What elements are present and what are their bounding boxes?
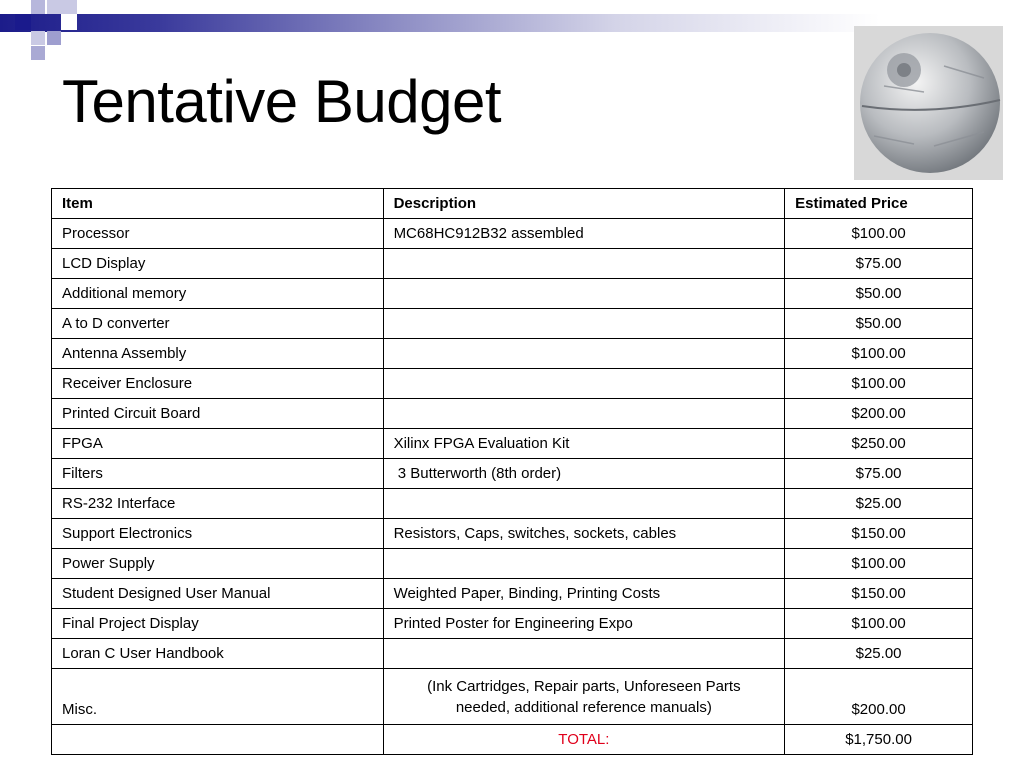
cell-item: Support Electronics [52,519,384,549]
cell-description [383,339,785,369]
total-value: $1,750.00 [785,725,973,755]
table-row [52,249,973,279]
cell-price: $50.00 [785,279,973,309]
header-price: Estimated Price [785,189,973,219]
table-row [52,339,973,369]
cell-description [383,279,785,309]
cell-item: Student Designed User Manual [52,579,384,609]
table-row [52,639,973,669]
cell-item: Power Supply [52,549,384,579]
table-row [52,279,973,309]
description-line: (Ink Cartridges, Repair parts, Unforeseen Parts [427,677,741,695]
cell-price: $150.00 [785,519,973,549]
table-row [52,489,973,519]
header-gradient-band [0,14,880,32]
decor-square [47,31,61,45]
cell-item: FPGA [52,429,384,459]
cell-item: Receiver Enclosure [52,369,384,399]
cell-item: Processor [52,219,384,249]
cell-description [383,639,785,669]
cell-item: Filters [52,459,384,489]
cell-price: $75.00 [785,459,973,489]
table-row [52,609,973,639]
cell-item: Printed Circuit Board [52,399,384,429]
decor-square [61,14,77,30]
table-row [52,579,973,609]
table-row [52,369,973,399]
cell-item: Misc. [52,669,384,725]
cell-description: Xilinx FPGA Evaluation Kit [383,429,785,459]
cell-description: Resistors, Caps, switches, sockets, cables [383,519,785,549]
cell-item: Antenna Assembly [52,339,384,369]
cell-description [383,309,785,339]
decor-square [15,14,31,30]
cell-price: $200.00 [785,399,973,429]
cell-description: MC68HC912B32 assembled [383,219,785,249]
table-row [52,549,973,579]
table-row [52,669,973,725]
cell-item: Additional memory [52,279,384,309]
table-row [52,219,973,249]
table-row [52,309,973,339]
cell-item: A to D converter [52,309,384,339]
cell-price: $250.00 [785,429,973,459]
header-description: Description [383,189,785,219]
cell-price: $150.00 [785,579,973,609]
cell-description [383,369,785,399]
decor-square [31,31,45,45]
table-row [52,399,973,429]
total-row [52,725,973,755]
cell-description [383,669,785,725]
budget-table [51,188,973,755]
cell-item: LCD Display [52,249,384,279]
cell-description [383,399,785,429]
table-header-row [52,189,973,219]
cell-item: RS-232 Interface [52,489,384,519]
cell-price: $25.00 [785,639,973,669]
decor-square [31,46,45,60]
cell-empty [52,725,384,755]
cell-description: Weighted Paper, Binding, Printing Costs [383,579,785,609]
decor-square [47,0,61,14]
cell-description: Printed Poster for Engineering Expo [383,609,785,639]
cell-price: $75.00 [785,249,973,279]
cell-item: Loran C User Handbook [52,639,384,669]
cell-price: $50.00 [785,309,973,339]
cell-price: $200.00 [785,669,973,725]
cell-description [383,249,785,279]
header-item: Item [52,189,384,219]
death-star-image [854,26,1003,180]
table-row [52,429,973,459]
cell-description [383,549,785,579]
cell-price: $100.00 [785,339,973,369]
cell-price: $100.00 [785,609,973,639]
decor-square [31,0,45,14]
cell-description [383,489,785,519]
cell-price: $100.00 [785,369,973,399]
cell-description: 3 Butterworth (8th order) [383,459,785,489]
total-label: TOTAL: [383,725,785,755]
cell-price: $100.00 [785,219,973,249]
cell-price: $25.00 [785,489,973,519]
table-row [52,519,973,549]
description-line: needed, additional reference manuals) [455,698,712,716]
cell-price: $100.00 [785,549,973,579]
slide-title: Tentative Budget [62,68,501,135]
cell-item: Final Project Display [52,609,384,639]
table-row [52,459,973,489]
